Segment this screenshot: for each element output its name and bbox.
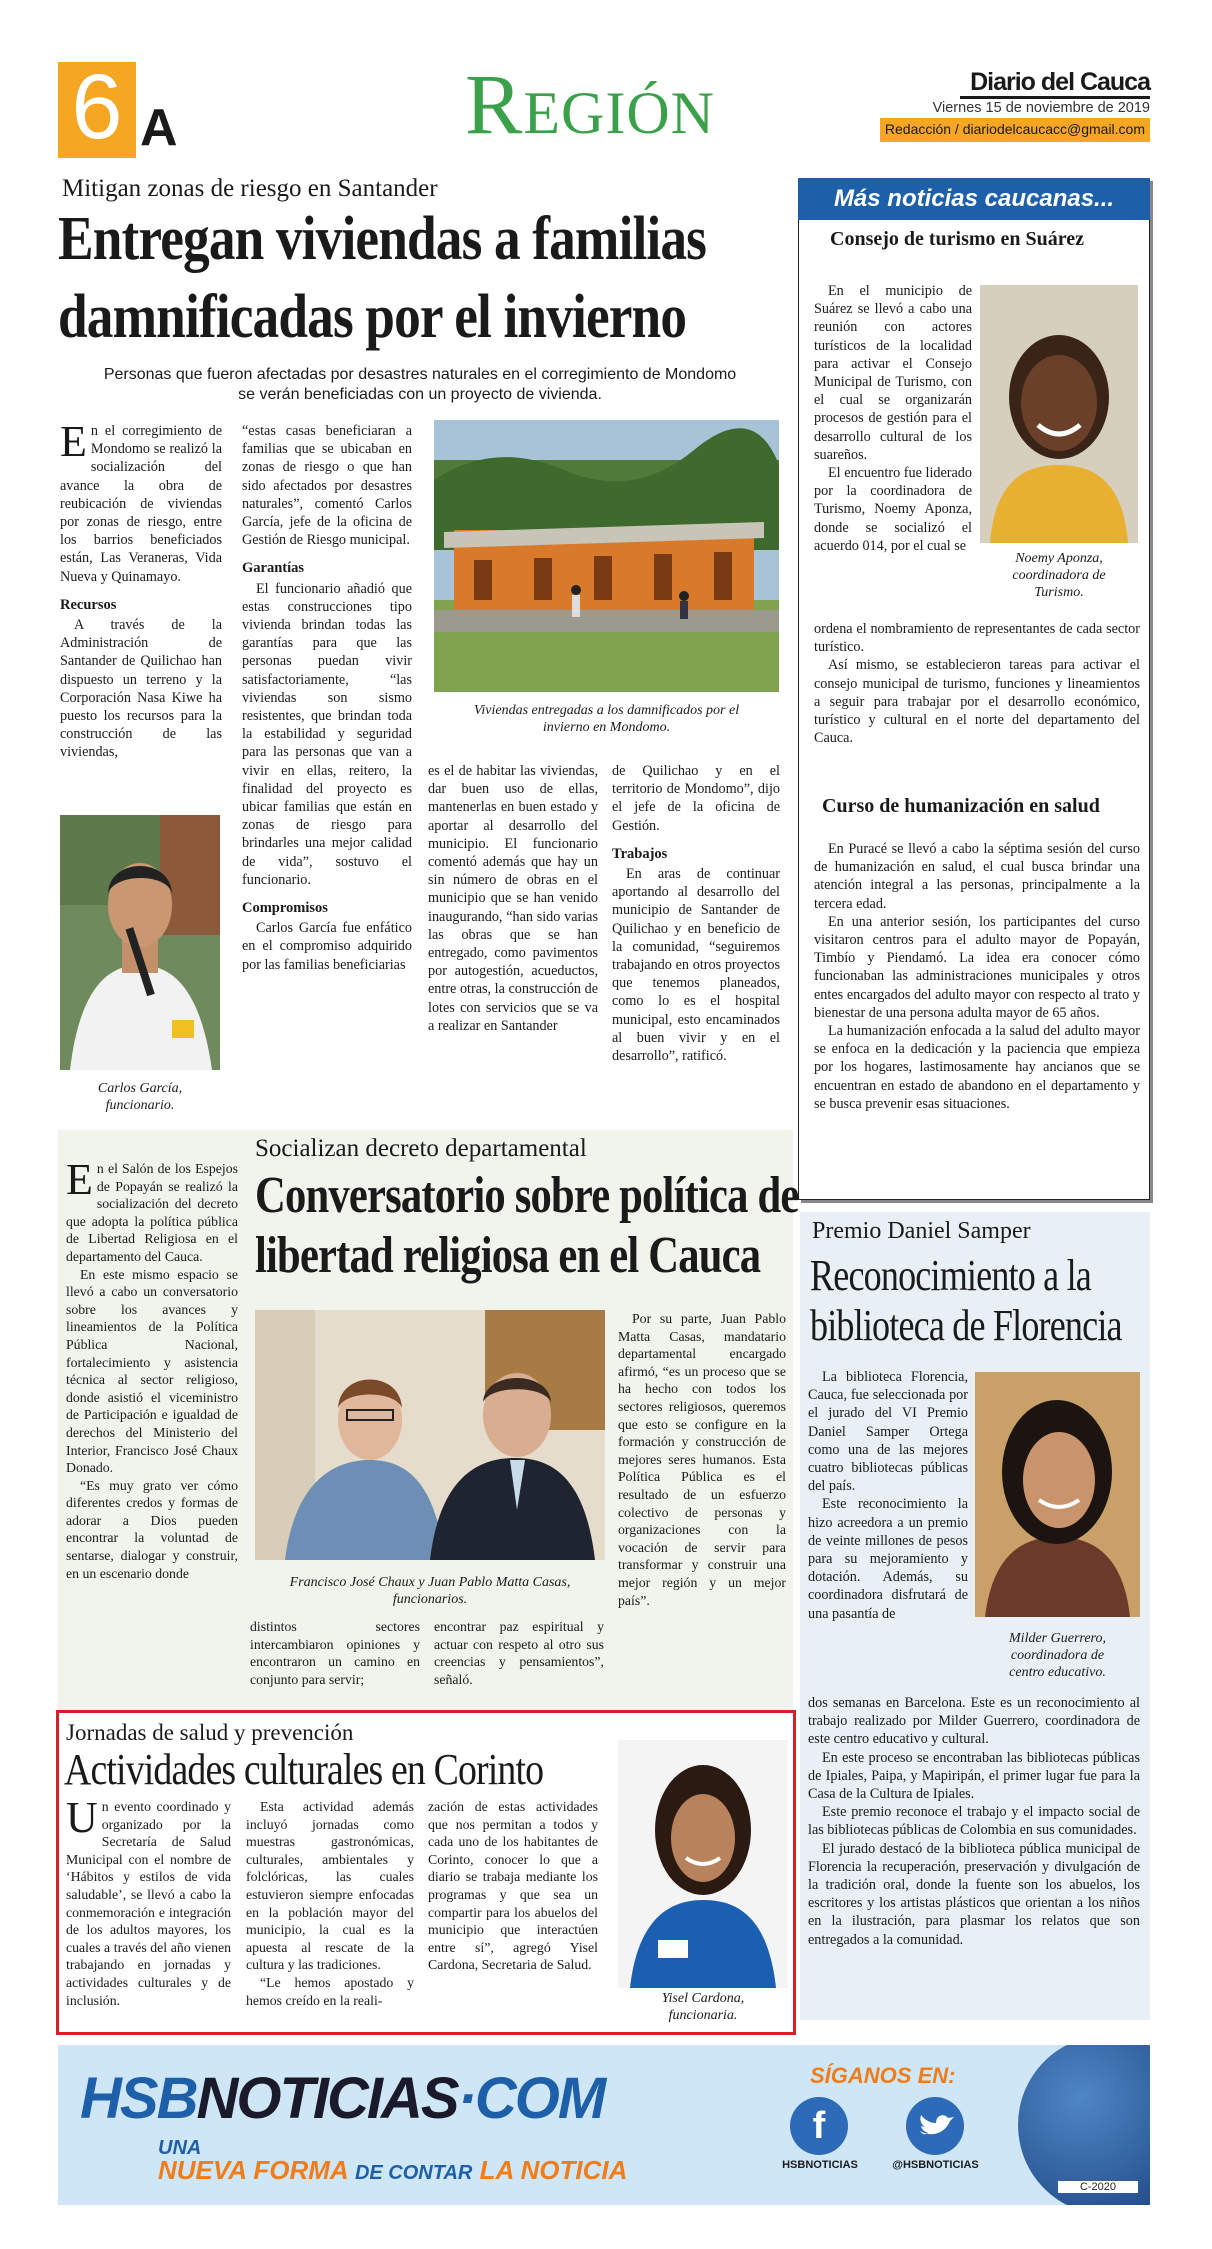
main-column-1 xyxy=(60,417,222,762)
health-column-1 xyxy=(66,1793,231,2009)
body-text: En aras de continuar aportando al desarrollo del municipio de Santander de Quilichao y en beneficio de la comunidad, “seguiremos trabajando en otros proyectos que tenemos planeados, como lo es el hospital municipal, esto encaminados al buen vivir y en el desarrollo”, ratificó. xyxy=(612,866,780,1065)
twitter-icon[interactable] xyxy=(906,2097,964,2155)
twitter-handle[interactable]: @HSBNOTICIAS xyxy=(892,2159,979,2171)
officials-photo xyxy=(255,1310,605,1560)
library-kicker: Premio Daniel Samper xyxy=(812,1218,1031,1244)
ad-logo-com: COM xyxy=(474,2066,605,2131)
noemy-aponza-photo xyxy=(980,285,1138,543)
body-text: La humanización enfocada a la salud del adulto mayor se enfoca en la dedicación y la paciencia que empieza por los hogares, lastimosamente hay ancianos que se encuentran en estado de abandono en el departamento y se busca prevenir esas situaciones. xyxy=(814,1023,1140,1112)
caption-line: Noemy Aponza, xyxy=(1015,551,1103,566)
sidebar-story-1-body-wide xyxy=(814,620,1140,747)
officials-photo-caption xyxy=(245,1574,615,1608)
body-text: En una anterior sesión, los participantes del curso visitaron centros para el adulto mayor de Popayán, Timbío y Piendamó. La idea era conocer cómo funcionaban las administraciones municipales y otros entes encargados del adulto mayor con respecto al trato y bienestar de una persona adulta mayor de 65 años. xyxy=(814,913,1140,1021)
body-text: A través de la Administración de Santander de Quilichao han dispuesto un terreno y la Corporación Nasa Kiwe ha puesto los recursos para la construcción de las viviendas, xyxy=(60,617,222,761)
milder-guerrero-photo xyxy=(975,1372,1140,1617)
library-headline-line-1: Reconocimiento a la xyxy=(810,1251,1091,1300)
religion-kicker: Socializan decreto departamental xyxy=(255,1135,587,1162)
body-text: Por su parte, Juan Pablo Matta Casas, mandatario departamental encargado afirmó, “es un proceso que se ha hecho con todos los sectores religiosos, queremos que esto se configure en la formación y construcción de mejores seres humanos. Esta Política Pública es el resultado de un esfuerzo colectivo de personas y organizaciones con la vocación de servir para transformar y construir una mejor región y un mejor país”. xyxy=(618,1311,786,1608)
carlos-garcia-caption xyxy=(60,1080,220,1114)
religion-column-2 xyxy=(250,1618,420,1688)
body-text: En Puracé se llevó a cabo la séptima sesión del curso de humanización en salud, el cual busca brindar una atención integral a las personas, principalmente a la tercera edad. xyxy=(814,841,1140,912)
body-text: “Es muy grato ver cómo diferentes credos y formas de adorar a Dios pueden encontrar la voluntad de sentarse, dialogar y construir, en un escenario donde xyxy=(66,1477,238,1581)
health-column-2 xyxy=(246,1798,414,2009)
sidebar-story-1-title: Consejo de turismo en Suárez xyxy=(830,228,1085,250)
caption-line: Turismo. xyxy=(1034,585,1084,600)
caption-line: coordinadora de xyxy=(1012,568,1106,583)
ad-slogan-nueva-forma: NUEVA FORMA xyxy=(158,2155,348,2185)
ad-logo-noticias: NOTICIAS xyxy=(196,2066,458,2131)
main-column-4 xyxy=(612,762,780,1065)
caption-line: Milder Guerrero, xyxy=(1009,1631,1106,1646)
ad-slogan-1: UNA xyxy=(158,2137,202,2159)
body-text: En el municipio de Suárez se llevó a cabo una reunión con actores turísticos de la localidad para activar el Consejo Municipal de Turismo, con el cual se organizarán procesos de gestión para el desarrollo cultural de los suareños. xyxy=(814,283,972,463)
body-text: ordena el nombramiento de representantes de cada sector turístico. xyxy=(814,621,1140,656)
body-text: es el de habitar las viviendas, dar buen uso de ellas, mantenerlas en buen estado y aportar al desarrollo del municipio. El funcionario comentó además que hay un sin número de obras en el municipio que se han venido inaugurando, “han sido varias las obras que se han entregado, como pavimentos por autogestión, acueductos, entre otras, la construcción de lotes con servicios que se va a realizar en Santander xyxy=(428,763,598,1034)
milder-guerrero-caption xyxy=(975,1630,1140,1681)
religion-headline-line-1: Conversatorio sobre política de xyxy=(255,1167,799,1224)
main-deck-line-2: se verán beneficiadas con un proyecto de vivienda. xyxy=(238,386,602,403)
body-text: “Le hemos apostado y hemos creído en la reali- xyxy=(246,1974,414,2008)
main-deck-line-1: Personas que fueron afectadas por desastres naturales en el corregimiento de Mondomo xyxy=(103,366,737,383)
sidebar-banner: Más noticias caucanas... xyxy=(833,185,1115,212)
page-letter: A xyxy=(140,99,178,157)
caption-line: centro educativo. xyxy=(1009,1665,1106,1680)
carlos-garcia-photo xyxy=(60,815,220,1070)
health-headline: Actividades culturales en Corinto xyxy=(64,1745,544,1794)
houses-photo-caption xyxy=(434,702,779,736)
ad-logo-hsb: HSB xyxy=(80,2066,197,2131)
houses-photo xyxy=(434,420,779,692)
caption-line: funcionaria. xyxy=(668,2008,738,2023)
body-text: “estas casas beneficiaran a familias que se ubicaban en zonas de riesgo o que han sido afectados por desastres naturales”, comentó Carlos García, jefe de la oficina de Gestión de Riesgo municipal. xyxy=(242,423,412,549)
religion-column-1 xyxy=(66,1155,238,1582)
library-headline-line-2: biblioteca de Florencia xyxy=(810,1301,1122,1350)
caption-line: invierno en Mondomo. xyxy=(542,720,671,735)
caption-line: funcionarios. xyxy=(392,1592,468,1607)
ad-slogan-2 xyxy=(158,2155,627,2186)
dropcap: E xyxy=(60,417,87,466)
main-headline-line-2: damnificadas por el invierno xyxy=(58,283,687,351)
body-text: Así mismo, se establecieron tareas para activar el consejo municipal de turismo, funciones y lineamientos a seguir para trabajar por el desarrollo económico, turístico y cultural en el norte del departamento del Cauca. xyxy=(814,657,1140,747)
noemy-aponza-caption xyxy=(980,550,1138,601)
dropcap: E xyxy=(66,1155,93,1204)
ad-slogan-la-noticia: LA NOTICIA xyxy=(479,2155,628,2185)
contact-line: Redacción / diariodelcaucacc@gmail.com xyxy=(884,121,1145,137)
body-text: n el Salón de los Espejos de Popayán se realizó la socialización del decreto que adopta la política pública de Libertad Religiosa en el departamento del Cauca. xyxy=(66,1161,238,1264)
body-text: En este mismo espacio se llevó a cabo un conversatorio sobre los avances y lineamientos de la Política Pública Nacional, fortalecimiento y asistencia técnica al sector religioso, donde asistió el viceministro de Participación e igualdad de derechos del Ministerio del Interior, Francisco José Chaux Donado. xyxy=(66,1266,238,1476)
caption-line: Viviendas entregadas a los damnificados por el xyxy=(473,703,740,718)
body-text: distintos sectores intercambiaron opiniones y encontraron un camino en conjunto para servir; xyxy=(250,1619,420,1687)
subhead-garantias: Garantías xyxy=(242,560,305,577)
ad-logo-dot: · xyxy=(457,2066,475,2131)
main-headline-line-1: Entregan viviendas a familias xyxy=(58,205,707,273)
body-text: n el corregimiento de Mondomo se realizó la socialización del avance la obra de reubicación de viviendas por zonas de riesgo, entre los barrios beneficiados están, Las Veraneras, Vida Nueva y Quinamayo. xyxy=(60,423,222,585)
health-column-3 xyxy=(428,1798,598,1974)
hsb-noticias-ad xyxy=(58,2045,1150,2205)
body-text: La biblioteca Florencia, Cauca, fue seleccionada por el jurado del VI Premio Daniel Samper Ortega como una de las mejores cuatro bibliotecas públicas del país. xyxy=(808,1369,968,1495)
caption-line: Yisel Cardona, xyxy=(661,1991,745,2006)
ad-code: C-2020 xyxy=(1058,2181,1138,2193)
sidebar-story-2-body xyxy=(814,840,1140,1113)
ad-logo xyxy=(80,2065,604,2132)
facebook-handle[interactable]: HSBNOTICIAS xyxy=(782,2159,858,2171)
caption-line: coordinadora de xyxy=(1010,1648,1105,1663)
issue-date: Viernes 15 de noviembre de 2019 xyxy=(932,100,1150,116)
body-text: El funcionario añadió que estas construcciones tipo vivienda brindan todas las garantías para que las personas puedan vivir satisfactoriamente, “las viviendas son sismo resistentes, que brindan toda la estabilidad y seguridad para las personas que van a vivir en ellas, reitero, la finalidad del proyecto es ubicar familias que están en zonas de riesgo para brindarles una mejor calidad de vida”, sostuvo el funcionario. xyxy=(242,580,412,888)
facebook-icon[interactable]: f xyxy=(790,2097,848,2155)
subhead-compromisos: Compromisos xyxy=(242,900,328,917)
caption-line: funcionario. xyxy=(105,1098,175,1113)
body-text: En este proceso se encontraban las bibliotecas públicas de Ipiales, Paipa, y Mapiripán, el primer lugar fue para la Casa de la Cultura de Ipiales. xyxy=(808,1749,1140,1803)
body-text: El jurado destacó de la biblioteca pública municipal de Florencia la recuperación, preservación y divulgación de la tradición oral, donde la fuente son los abuelos, los escritores y los artistas plásticos que orientan a los niños en la ilustración, para plasmar los relatos que son entregados a la comunidad. xyxy=(808,1840,1140,1948)
body-text: El encuentro fue liderado por la coordinadora de Turismo, Noemy Aponza, donde se socializó el acuerdo 014, por el cual se xyxy=(814,465,972,554)
body-text: encontrar paz espiritual y actuar con respeto al otro sus creencias y pensamientos”, señaló. xyxy=(434,1619,604,1687)
main-column-2 xyxy=(242,422,412,974)
yisel-cardona-photo xyxy=(618,1740,788,1988)
ad-slogan-de-contar: DE CONTAR xyxy=(354,2162,473,2184)
religion-headline-line-2: libertad religiosa en el Cauca xyxy=(255,1227,761,1284)
body-text: Este reconocimiento la hizo acreedora a un premio de veinte millones de pesos para su mejoramiento y dotación. Además, su coordinadora disfrutará de una pasantía de xyxy=(808,1496,968,1622)
page-number: 6 xyxy=(71,56,123,158)
body-text: dos semanas en Barcelona. Este es un reconocimiento al trabajo realizado por Milder Guerrero, coordinadora de este centro educativo y cultural. xyxy=(808,1695,1140,1748)
header-rule xyxy=(960,96,1150,99)
subhead-trabajos: Trabajos xyxy=(612,845,668,862)
body-text: Esta actividad además incluyó jornadas como muestras gastronómicas, culturales, ambientales y folclóricas, las cuales estuvieron siempre enfocadas en la población mayor del municipio, la cual es la apuesta al rescate de la cultura y las tradiciones. xyxy=(246,1799,414,1973)
body-text: Carlos García fue enfático en el compromiso adquirido por las familias beneficiarias xyxy=(242,920,412,973)
main-kicker: Mitigan zonas de riesgo en Santander xyxy=(62,175,438,202)
subhead-recursos: Recursos xyxy=(60,596,117,613)
library-column-wide xyxy=(808,1694,1140,1949)
yisel-cardona-caption xyxy=(618,1990,788,2024)
ad-follow-us: SÍGANOS EN: xyxy=(810,2063,956,2088)
newspaper-name: Diario del Cauca xyxy=(970,68,1150,96)
body-text: Este premio reconoce el trabajo y el impacto social de las bibliotecas públicas de Colombia en sus comunidades. xyxy=(808,1804,1140,1839)
main-column-3 xyxy=(428,762,598,1035)
section-title: Región xyxy=(465,56,715,152)
sidebar-story-2-title: Curso de humanización en salud xyxy=(822,795,1100,817)
caption-line: Francisco José Chaux y Juan Pablo Matta Casas, xyxy=(289,1575,571,1590)
body-text: zación de estas actividades que nos permitan a todos y cada uno de los habitantes de Corinto, conocer lo que a diario se trabaja mediante los programas y que sea un compartir para los abuelos del municipio que interactúen entre sí”, agregó Yisel Cardona, Secretaria de Salud. xyxy=(428,1799,598,1973)
sidebar-story-1-body xyxy=(814,282,972,555)
library-column-narrow xyxy=(808,1368,968,1623)
dropcap: U xyxy=(66,1793,98,1842)
body-text: n evento coordinado y organizado por la Secretaría de Salud Municipal con el nombre de ‘Hábitos y estilos de vida saludable’, se llevó a cabo la conmemoración e integración de los adultos mayores, los cuales a través del año vienen trabajando en jornadas y actividades culturales y de inclusión. xyxy=(66,1799,231,2008)
caption-line: Carlos García, xyxy=(97,1081,183,1096)
body-text: de Quilichao y en el territorio de Mondomo”, dijo el jefe de la oficina de Gestión. xyxy=(612,763,780,834)
religion-column-4 xyxy=(618,1310,786,1609)
religion-column-3 xyxy=(434,1618,604,1688)
health-kicker: Jornadas de salud y prevención xyxy=(66,1720,354,1745)
